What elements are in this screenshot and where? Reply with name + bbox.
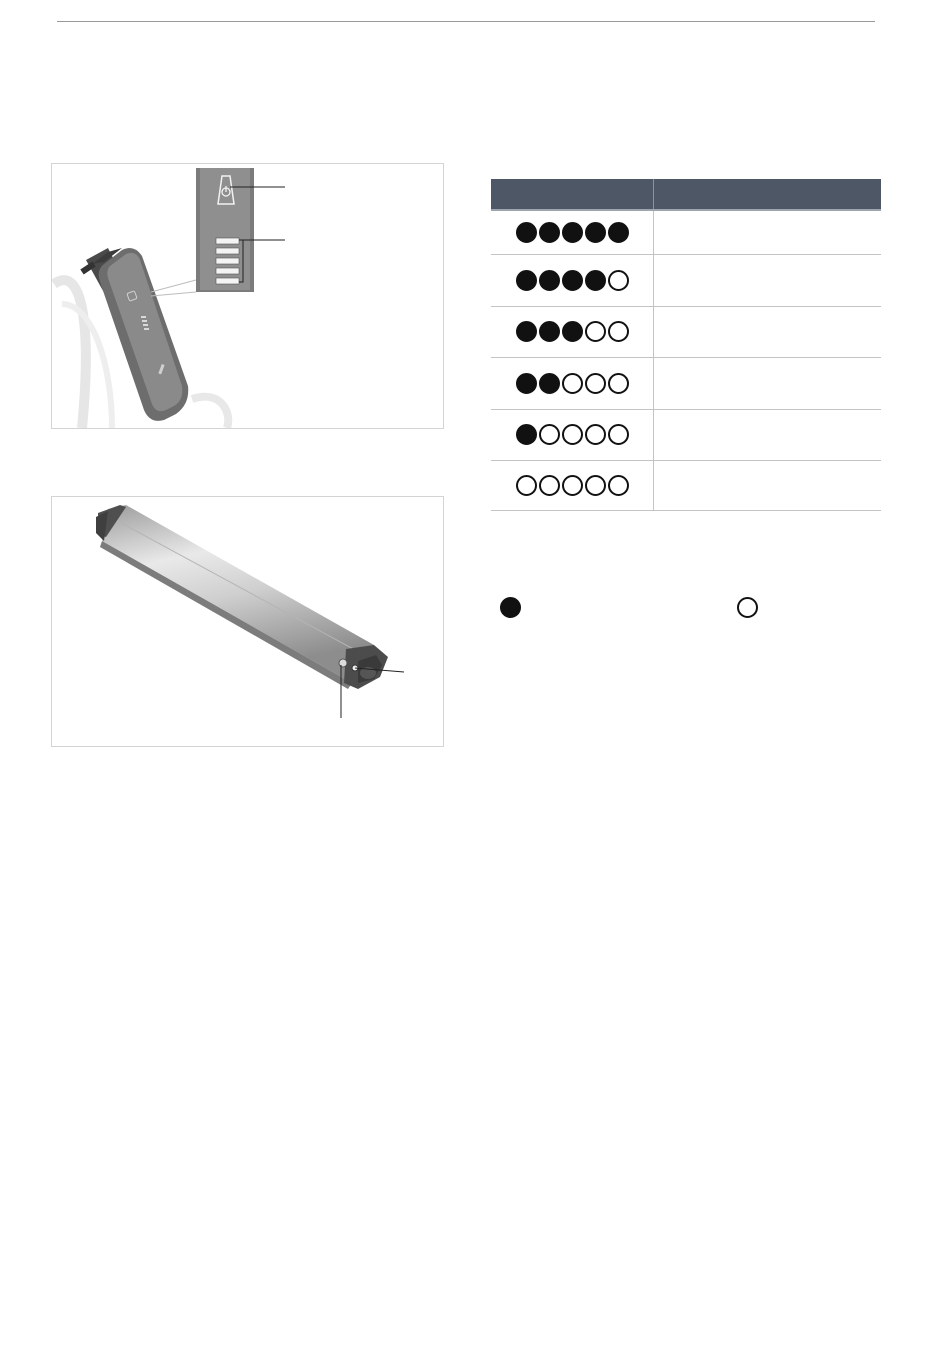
charge-level-text [654,409,882,460]
led-unlit-icon [562,373,583,394]
led-pattern-cell [491,357,654,409]
led-lit-icon [562,321,583,342]
header-rule [57,21,875,22]
led-unlit-icon [585,373,606,394]
table-header-cell [491,179,654,210]
table-row [491,409,881,460]
led-pattern-cell [491,210,654,254]
table-row [491,460,881,510]
charge-level-text [654,460,882,510]
led-unlit-icon [516,475,537,496]
led-unlit-icon [539,424,560,445]
table-row [491,357,881,409]
led-unlit-icon [539,475,560,496]
table-row [491,254,881,306]
led-lit-icon [516,321,537,342]
led-lit-icon [516,222,537,243]
frame-battery-illustration [52,497,443,746]
charge-level-text [654,306,882,357]
table-header-cell [654,179,882,210]
led-unlit-icon [608,270,629,291]
led-pattern [491,475,653,496]
led-lit-icon [516,270,537,291]
led-lit-icon [562,222,583,243]
led-pattern-cell [491,306,654,357]
led-unlit-icon [608,321,629,342]
led-lit-icon [562,270,583,291]
table-row [491,306,881,357]
battery-tube [96,505,388,689]
led-pattern [491,222,653,243]
led-lit-icon [585,270,606,291]
led-unlit-icon [562,424,583,445]
led-unlit-legend-icon [737,597,758,618]
led-unlit-icon [585,321,606,342]
charge-level-text [654,357,882,409]
led-lit-icon [539,321,560,342]
led-pattern-cell [491,254,654,306]
led-lit-icon [539,270,560,291]
led-lit-icon [516,373,537,394]
led-unlit-icon [585,475,606,496]
led-pattern [491,424,653,445]
led-pattern [491,321,653,342]
led-pattern [491,373,653,394]
led-unlit-icon [608,475,629,496]
led-unlit-icon [585,424,606,445]
figure-battery-indicator [51,163,444,429]
led-lit-icon [608,222,629,243]
led-lit-icon [585,222,606,243]
led-pattern-cell [491,409,654,460]
table-row [491,210,881,254]
table-header-row [491,179,881,210]
battery-indicator-illustration [52,164,443,428]
figure-frame-battery [51,496,444,747]
led-pattern [491,270,653,291]
charge-level-table [491,179,881,511]
key-lock-icon [339,659,347,667]
led-lit-legend-icon [500,597,521,618]
charge-level-text [654,254,882,306]
led-lit-icon [539,222,560,243]
charge-level-text [654,210,882,254]
led-lit-icon [539,373,560,394]
led-unlit-icon [608,424,629,445]
led-unlit-icon [608,373,629,394]
led-unlit-icon [562,475,583,496]
led-pattern-cell [491,460,654,510]
led-lit-icon [516,424,537,445]
